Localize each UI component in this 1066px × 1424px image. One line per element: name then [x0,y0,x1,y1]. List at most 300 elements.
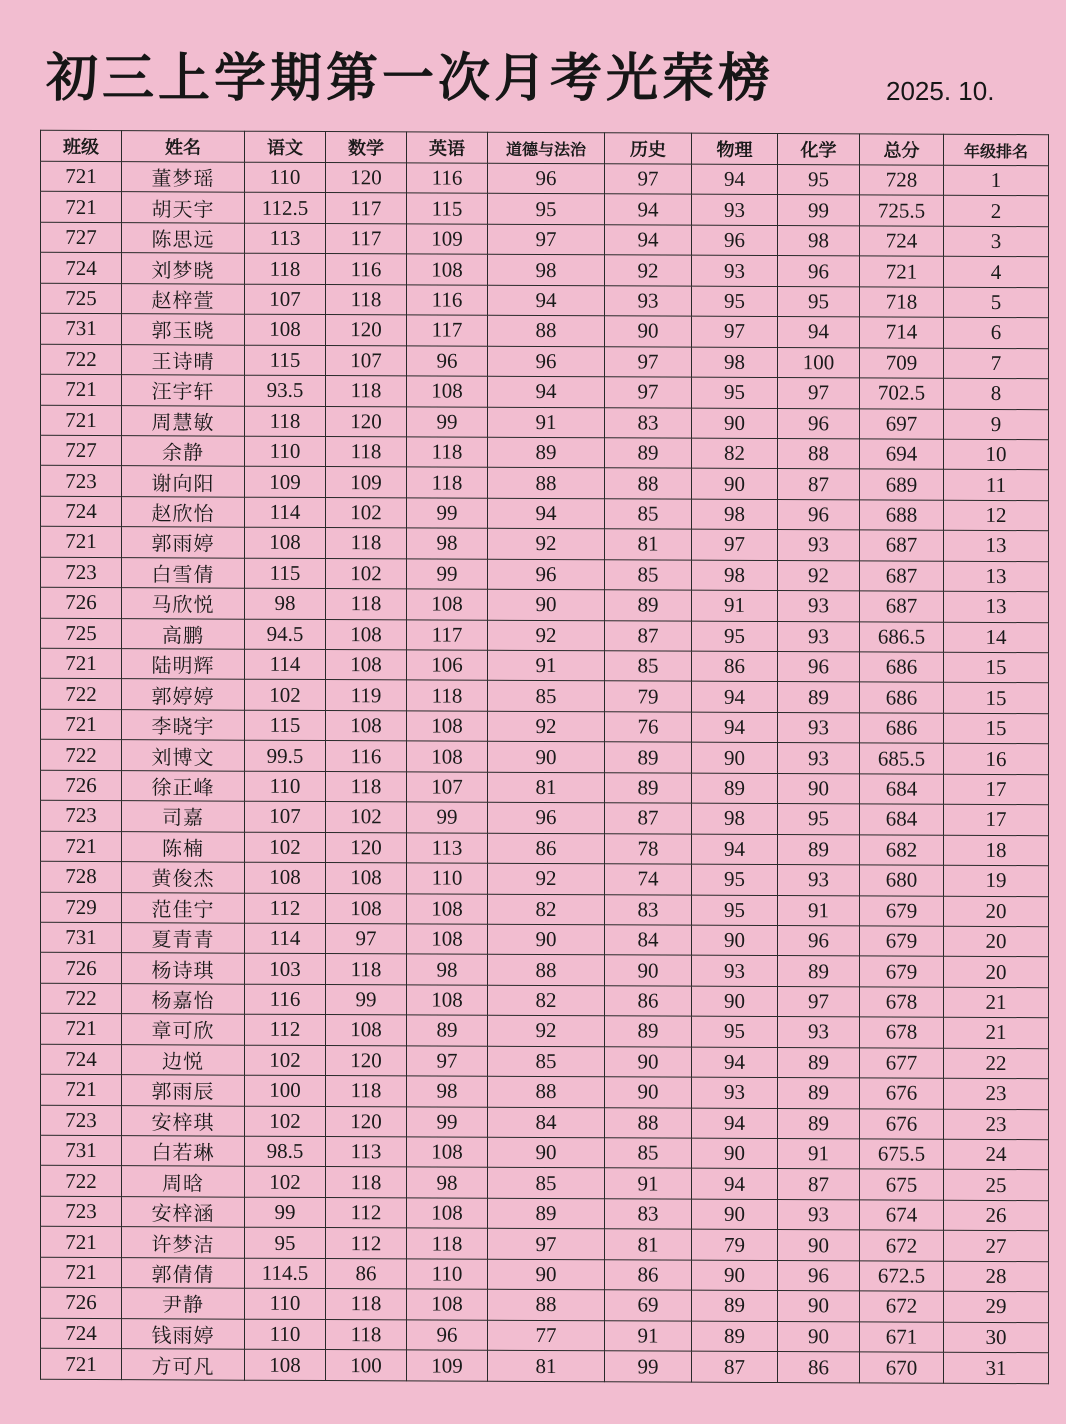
cell-chinese: 113 [245,223,326,254]
cell-total: 674 [860,1200,944,1231]
cell-history: 81 [605,529,692,560]
cell-physics: 95 [692,1016,778,1047]
cell-grade-rank: 23 [944,1078,1049,1109]
cell-morality-law: 96 [488,802,605,833]
table-row [41,557,1049,592]
cell-physics: 93 [692,195,778,226]
cell-chemistry: 93 [778,591,860,622]
cell-class: 721 [41,1348,122,1379]
cell-history: 74 [605,864,692,895]
cell-english: 98 [407,1167,488,1198]
cell-chinese: 99 [245,1197,326,1228]
cell-class: 721 [41,648,122,679]
cell-grade-rank: 20 [944,926,1049,957]
cell-morality-law: 85 [488,1168,605,1199]
cell-total: 685.5 [860,743,944,774]
cell-physics: 89 [692,773,778,804]
table-row [41,222,1049,257]
cell-physics: 94 [692,682,778,713]
cell-chemistry: 96 [778,408,860,439]
cell-total: 675.5 [860,1139,944,1170]
cell-chinese: 107 [245,801,326,832]
cell-class: 724 [41,496,122,527]
cell-name: 郭婷婷 [122,679,245,710]
cell-physics: 96 [692,225,778,256]
cell-history: 84 [605,925,692,956]
cell-english: 118 [407,467,488,498]
cell-morality-law: 95 [488,194,605,225]
cell-class: 722 [41,344,122,375]
cell-math: 112 [326,1197,407,1228]
cell-class: 724 [41,1318,122,1349]
col-header-morality-law: 道德与法治 [488,132,605,164]
cell-english: 98 [407,954,488,985]
table-row [41,374,1049,409]
cell-name: 赵欣怡 [122,496,245,527]
cell-physics: 90 [692,469,778,500]
cell-history: 85 [605,1138,692,1169]
cell-total: 679 [860,926,944,957]
cell-english: 108 [407,711,488,742]
cell-chemistry: 90 [778,773,860,804]
cell-name: 章可欣 [122,1014,245,1045]
cell-english: 118 [407,680,488,711]
cell-name: 杨嘉怡 [122,983,245,1014]
col-header-english: 英语 [407,132,488,163]
cell-physics: 89 [692,1321,778,1352]
cell-name: 边悦 [122,1044,245,1075]
cell-name: 陆明辉 [122,649,245,680]
cell-name: 胡天宇 [122,192,245,223]
cell-chinese: 108 [245,527,326,558]
cell-history: 86 [605,986,692,1017]
cell-total: 680 [860,865,944,896]
table-row [41,496,1049,531]
cell-morality-law: 90 [488,589,605,620]
cell-english: 96 [407,346,488,377]
cell-name: 谢向阳 [122,466,245,497]
cell-chinese: 94.5 [245,619,326,650]
cell-class: 726 [41,587,122,618]
cell-name: 钱雨婷 [122,1318,245,1349]
cell-grade-rank: 4 [944,257,1049,288]
cell-class: 721 [41,405,122,436]
cell-class: 724 [41,1044,122,1075]
table-row [41,1227,1049,1262]
cell-physics: 90 [692,925,778,956]
cell-morality-law: 89 [488,1198,605,1229]
cell-english: 98 [407,528,488,559]
table-row [41,1318,1049,1353]
cell-chinese: 112.5 [245,193,326,224]
cell-total: 709 [860,348,944,379]
cell-english: 116 [407,163,488,194]
cell-history: 93 [605,286,692,317]
cell-total: 714 [860,317,944,348]
cell-morality-law: 88 [488,1289,605,1320]
cell-physics: 94 [692,1108,778,1139]
cell-total: 688 [860,500,944,531]
cell-morality-law: 92 [488,1016,605,1047]
cell-grade-rank: 5 [944,287,1049,318]
cell-english: 99 [407,559,488,590]
cell-name: 徐正峰 [122,770,245,801]
cell-total: 687 [860,561,944,592]
cell-total: 671 [860,1322,944,1353]
cell-class: 721 [41,192,122,223]
col-header-chinese: 语文 [245,131,326,162]
col-header-grade-rank: 年级排名 [944,134,1049,165]
cell-total: 686.5 [860,621,944,652]
cell-morality-law: 88 [488,1076,605,1107]
cell-morality-law: 88 [488,955,605,986]
cell-morality-law: 90 [488,742,605,773]
cell-math: 118 [326,1167,407,1198]
cell-grade-rank: 13 [944,530,1049,561]
cell-english: 108 [407,924,488,955]
cell-total: 686 [860,652,944,683]
cell-name: 高鹏 [122,618,245,649]
cell-history: 91 [605,1320,692,1351]
cell-morality-law: 92 [488,711,605,742]
table-row [41,1196,1049,1231]
cell-chemistry: 90 [778,1321,860,1352]
cell-chinese: 99.5 [245,741,326,772]
cell-morality-law: 81 [488,1350,605,1381]
cell-grade-rank: 7 [944,348,1049,379]
cell-history: 81 [605,1229,692,1260]
cell-physics: 90 [692,408,778,439]
cell-morality-law: 84 [488,1107,605,1138]
cell-chinese: 110 [245,1319,326,1350]
cell-math: 118 [326,284,407,315]
table-row [41,527,1049,562]
cell-chemistry: 95 [778,165,860,196]
cell-morality-law: 90 [488,924,605,955]
table-row [41,1044,1049,1079]
cell-morality-law: 82 [488,985,605,1016]
cell-grade-rank: 29 [944,1291,1049,1322]
cell-history: 79 [605,681,692,712]
cell-math: 118 [326,436,407,467]
cell-history: 78 [605,833,692,864]
cell-chemistry: 93 [778,712,860,743]
cell-name: 李晓宇 [122,710,245,741]
cell-grade-rank: 15 [944,713,1049,744]
cell-class: 724 [41,253,122,284]
col-header-name: 姓名 [122,131,245,163]
cell-chinese: 102 [245,1167,326,1198]
cell-class: 721 [41,831,122,862]
cell-total: 686 [860,682,944,713]
cell-name: 杨诗琪 [122,953,245,984]
cell-chinese: 108 [245,314,326,345]
header-row [41,130,1049,165]
cell-chemistry: 98 [778,225,860,256]
cell-name: 郭玉晓 [122,314,245,345]
cell-grade-rank: 17 [944,804,1049,835]
cell-name: 尹静 [122,1288,245,1319]
cell-chemistry: 89 [778,1078,860,1109]
cell-physics: 94 [692,164,778,195]
cell-class: 722 [41,1166,122,1197]
cell-total: 687 [860,530,944,561]
cell-morality-law: 96 [488,163,605,194]
cell-grade-rank: 2 [944,196,1049,227]
cell-math: 120 [326,406,407,437]
cell-history: 90 [605,1077,692,1108]
table-row [41,861,1049,896]
cell-math: 116 [326,741,407,772]
table-row [41,405,1049,440]
date-label: 2025. 10. [886,76,995,106]
cell-total: 694 [860,439,944,470]
cell-name: 郭雨婷 [122,527,245,558]
cell-total: 677 [860,1048,944,1079]
cell-history: 92 [605,255,692,286]
cell-class: 731 [41,313,122,344]
cell-chemistry: 91 [778,1139,860,1170]
cell-grade-rank: 21 [944,987,1049,1018]
cell-math: 108 [326,710,407,741]
cell-grade-rank: 18 [944,835,1049,866]
cell-grade-rank: 13 [944,591,1049,622]
cell-grade-rank: 11 [944,470,1049,501]
cell-grade-rank: 30 [944,1322,1049,1353]
cell-class: 721 [41,709,122,740]
table-row [41,1287,1049,1322]
cell-history: 99 [605,1351,692,1382]
cell-physics: 95 [692,895,778,926]
cell-morality-law: 96 [488,559,605,590]
cell-history: 83 [605,894,692,925]
cell-history: 87 [605,803,692,834]
cell-name: 范佳宁 [122,892,245,923]
table-row [41,709,1049,744]
cell-history: 89 [605,590,692,621]
cell-class: 723 [41,1105,122,1136]
cell-math: 86 [326,1258,407,1289]
cell-english: 107 [407,772,488,803]
cell-name: 司嘉 [122,801,245,832]
cell-class: 723 [41,557,122,588]
cell-class: 726 [41,770,122,801]
cell-class: 721 [41,1227,122,1258]
cell-morality-law: 97 [488,224,605,255]
cell-class: 725 [41,283,122,314]
col-header-class: 班级 [41,130,122,161]
cell-chinese: 114 [245,649,326,680]
cell-math: 113 [326,1137,407,1168]
cell-name: 白雪倩 [122,557,245,588]
cell-physics: 95 [692,286,778,317]
cell-chemistry: 89 [778,1108,860,1139]
cell-chemistry: 93 [778,621,860,652]
cell-chemistry: 94 [778,317,860,348]
cell-class: 721 [41,374,122,405]
cell-chinese: 118 [245,254,326,285]
cell-chemistry: 89 [778,682,860,713]
cell-chemistry: 99 [778,195,860,226]
cell-total: 702.5 [860,378,944,409]
cell-total: 672.5 [860,1261,944,1292]
cell-morality-law: 97 [488,1229,605,1260]
table-row [41,618,1049,653]
cell-class: 726 [41,1287,122,1318]
cell-math: 116 [326,254,407,285]
cell-history: 85 [605,499,692,530]
cell-name: 董梦瑶 [122,162,245,193]
cell-grade-rank: 6 [944,317,1049,348]
cell-total: 679 [860,895,944,926]
cell-physics: 90 [692,1138,778,1169]
cell-class: 731 [41,922,122,953]
cell-physics: 97 [692,316,778,347]
page-title: 初三上学期第一次月考光荣榜 [46,49,775,109]
cell-morality-law: 86 [488,833,605,864]
cell-math: 107 [326,345,407,376]
cell-math: 109 [326,467,407,498]
table-row [41,1074,1049,1109]
cell-class: 722 [41,740,122,771]
cell-history: 94 [605,194,692,225]
cell-chinese: 108 [245,1349,326,1380]
cell-history: 89 [605,773,692,804]
cell-chemistry: 93 [778,865,860,896]
cell-chemistry: 97 [778,986,860,1017]
cell-math: 118 [326,589,407,620]
cell-history: 90 [605,316,692,347]
cell-history: 76 [605,712,692,743]
cell-morality-law: 94 [488,376,605,407]
cell-total: 672 [860,1291,944,1322]
cell-physics: 94 [692,1169,778,1200]
cell-total: 689 [860,469,944,500]
cell-history: 94 [605,225,692,256]
cell-total: 678 [860,1017,944,1048]
cell-chinese: 102 [245,832,326,863]
cell-history: 90 [605,1046,692,1077]
cell-chinese: 110 [245,1288,326,1319]
cell-morality-law: 91 [488,650,605,681]
table-row [41,435,1049,470]
cell-name: 方可凡 [122,1349,245,1380]
cell-math: 108 [326,619,407,650]
cell-math: 120 [326,832,407,863]
cell-english: 110 [407,1259,488,1290]
cell-name: 安梓涵 [122,1197,245,1228]
cell-name: 刘梦晓 [122,253,245,284]
cell-history: 97 [605,164,692,195]
table-row [41,1166,1049,1201]
cell-english: 116 [407,285,488,316]
cell-name: 王诗晴 [122,344,245,375]
cell-morality-law: 88 [488,468,605,499]
cell-physics: 91 [692,590,778,621]
cell-total: 724 [860,226,944,257]
cell-chemistry: 93 [778,1199,860,1230]
table-row [41,831,1049,866]
cell-math: 119 [326,680,407,711]
cell-morality-law: 90 [488,1137,605,1168]
cell-chinese: 100 [245,1075,326,1106]
cell-chinese: 109 [245,467,326,498]
cell-chinese: 102 [245,1045,326,1076]
cell-chinese: 112 [245,1014,326,1045]
header [46,36,1026,116]
cell-chemistry: 96 [778,925,860,956]
cell-chemistry: 96 [778,256,860,287]
cell-chemistry: 87 [778,1169,860,1200]
cell-grade-rank: 22 [944,1048,1049,1079]
cell-chinese: 93.5 [245,375,326,406]
cell-english: 108 [407,1289,488,1320]
cell-math: 99 [326,984,407,1015]
cell-english: 97 [407,1046,488,1077]
table-row [41,983,1049,1018]
cell-total: 670 [860,1352,944,1383]
cell-morality-law: 92 [488,863,605,894]
table-row [41,1257,1049,1292]
cell-morality-law: 94 [488,498,605,529]
cell-name: 陈思远 [122,223,245,254]
cell-total: 687 [860,591,944,622]
cell-name: 白若琳 [122,1136,245,1167]
cell-total: 676 [860,1078,944,1109]
cell-name: 陈楠 [122,831,245,862]
cell-math: 120 [326,1106,407,1137]
cell-history: 83 [605,1199,692,1230]
cell-chinese: 115 [245,558,326,589]
table-row [41,1135,1049,1170]
cell-grade-rank: 15 [944,683,1049,714]
table-row [41,344,1049,379]
cell-chemistry: 92 [778,560,860,591]
cell-math: 120 [326,1045,407,1076]
cell-name: 安梓琪 [122,1105,245,1136]
table-row [41,1105,1049,1140]
cell-english: 117 [407,315,488,346]
cell-physics: 95 [692,621,778,652]
cell-chemistry: 90 [778,1291,860,1322]
cell-class: 727 [41,222,122,253]
cell-chinese: 115 [245,710,326,741]
cell-morality-law: 77 [488,1320,605,1351]
cell-english: 108 [407,254,488,285]
cell-total: 684 [860,774,944,805]
cell-grade-rank: 19 [944,865,1049,896]
table-row [41,466,1049,501]
cell-total: 676 [860,1108,944,1139]
cell-morality-law: 90 [488,1259,605,1290]
cell-grade-rank: 20 [944,957,1049,988]
cell-history: 88 [605,468,692,499]
cell-math: 112 [326,1228,407,1259]
cell-physics: 93 [692,1077,778,1108]
cell-physics: 90 [692,986,778,1017]
cell-physics: 98 [692,803,778,834]
cell-physics: 87 [692,1351,778,1382]
cell-morality-law: 96 [488,346,605,377]
cell-chinese: 114.5 [245,1258,326,1289]
cell-english: 117 [407,619,488,650]
cell-chinese: 114 [245,923,326,954]
cell-morality-law: 88 [488,315,605,346]
table-row [41,283,1049,318]
table-body [41,161,1049,1383]
cell-grade-rank: 16 [944,744,1049,775]
cell-history: 87 [605,620,692,651]
